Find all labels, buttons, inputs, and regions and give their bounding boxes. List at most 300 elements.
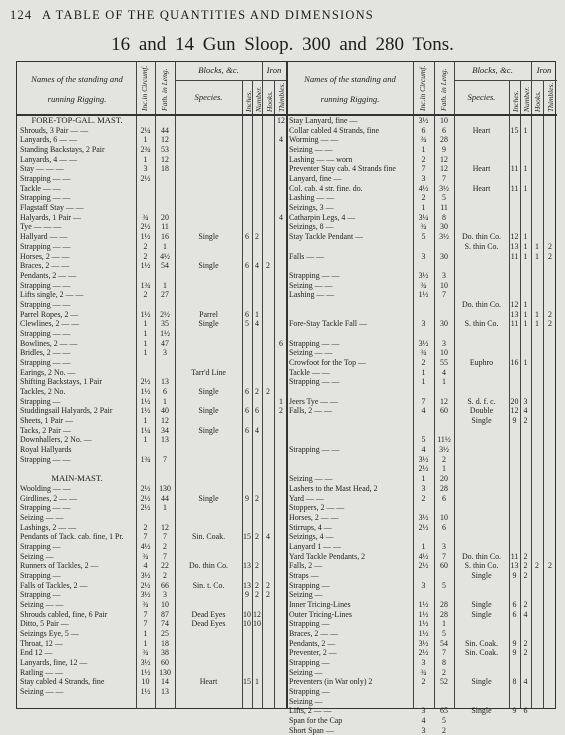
fath-cell: 60 bbox=[440, 561, 448, 571]
inch-cell: 6 bbox=[512, 600, 517, 609]
num-cell: 4 bbox=[255, 425, 259, 435]
num-cell: 1 bbox=[523, 241, 528, 251]
inc-cell: 1 bbox=[421, 377, 426, 387]
fath-cell: 5 bbox=[442, 193, 446, 203]
inch-cell: 11 bbox=[510, 164, 519, 174]
num-cell: 1 bbox=[523, 251, 528, 261]
name-cell: Ditto, 5 Pair — bbox=[20, 619, 69, 629]
name-cell: Braces, 2 — — bbox=[20, 261, 70, 271]
name-cell: Lashings, 2 — — bbox=[20, 522, 77, 532]
inch-cell: 9 bbox=[245, 590, 249, 600]
inch-cell: 6 bbox=[245, 406, 249, 416]
inc-cell: 4½ bbox=[418, 183, 429, 193]
num-cell: 12 bbox=[253, 609, 261, 619]
inch-cell: 9 bbox=[512, 570, 517, 580]
fath-cell: 74 bbox=[161, 619, 169, 629]
inc-cell: 2½ bbox=[418, 648, 429, 658]
fath-cell: 54 bbox=[161, 261, 169, 271]
name-cell: Seizing — — bbox=[289, 280, 333, 290]
inch-cell: 13 bbox=[510, 241, 519, 251]
name-cell: Shifting Backstays, 1 Pair bbox=[20, 377, 102, 387]
fath-cell: 18 bbox=[161, 164, 169, 174]
name-cell: Strapping — — bbox=[20, 358, 71, 367]
fath-cell: 7 bbox=[442, 290, 446, 300]
fath-cell: 28 bbox=[440, 483, 448, 493]
inc-cell: 1 bbox=[143, 638, 148, 648]
name-cell: Tackle — — bbox=[289, 367, 330, 377]
inc-cell: 2 bbox=[143, 251, 148, 261]
name-cell: Sheets, 1 Pair — bbox=[20, 416, 74, 426]
thimble-cell: 6 bbox=[279, 338, 283, 348]
name-cell: Bowlines, 2 — — bbox=[20, 338, 78, 348]
name-cell: Strapping — bbox=[289, 658, 330, 668]
name-cell: Lanyard 1 — — bbox=[289, 541, 341, 551]
name-cell: Seizing — — bbox=[289, 348, 333, 358]
num-cell: 2 bbox=[255, 532, 259, 542]
inc-cell: 7 bbox=[421, 396, 426, 406]
num-cell: 1 bbox=[523, 319, 528, 329]
inch-cell: 6 bbox=[245, 309, 249, 319]
fath-cell: 28 bbox=[440, 135, 448, 145]
fath-cell: 66 bbox=[161, 580, 169, 590]
species-cell: Do. thin Co. bbox=[461, 232, 502, 242]
name-cell: Halyards, 1 Pair — bbox=[20, 212, 81, 222]
names-header-right bbox=[289, 74, 411, 105]
inc-cell: 2 bbox=[143, 290, 148, 300]
fath-cell: 44 bbox=[161, 125, 169, 135]
fath-cell: 34 bbox=[161, 425, 169, 435]
inc-cell: 3¼ bbox=[418, 212, 429, 222]
species-cell: Single bbox=[471, 677, 492, 687]
name-cell: Tackles, 2 No. bbox=[20, 387, 66, 397]
thimble-cell: 4 bbox=[279, 135, 283, 145]
inc-cell: 1 bbox=[143, 328, 148, 338]
fath-cell: 5 bbox=[442, 580, 446, 590]
species-cell: Single bbox=[471, 416, 492, 426]
name-cell: Falls, 2 — bbox=[289, 561, 323, 571]
fath-cell: 3½ bbox=[439, 445, 449, 455]
name-cell: Stay Lanyard, fine — bbox=[289, 116, 358, 125]
iron-header-right: Iron bbox=[536, 65, 552, 75]
hook-cell: 2 bbox=[266, 261, 270, 271]
name-cell: Tye — — — bbox=[20, 222, 62, 232]
fath-cell: 12 bbox=[440, 164, 448, 174]
name-cell: Ratling — — bbox=[20, 667, 63, 677]
species-cell: Dead Eyes bbox=[191, 609, 226, 619]
num-cell: 2 bbox=[255, 387, 259, 397]
inc-cell: 1 bbox=[143, 416, 148, 426]
name-cell: Shrouds, 3 Pair — — bbox=[20, 125, 89, 135]
name-cell: Stay Tackle Pendant — bbox=[289, 232, 364, 242]
fath-cell: 10 bbox=[440, 116, 448, 125]
inc-circumf-header-left: Inc.in Circumf. bbox=[140, 65, 149, 111]
fath-cell: 2½ bbox=[160, 309, 170, 319]
inch-cell: 20 bbox=[510, 396, 519, 406]
inc-cell: 2¾ bbox=[140, 145, 151, 155]
fath-cell: 3 bbox=[163, 348, 167, 358]
name-cell: Strapping — bbox=[289, 580, 330, 590]
inc-cell: 3½ bbox=[418, 638, 429, 648]
fath-cell: 53 bbox=[161, 145, 169, 155]
num-cell: 4 bbox=[255, 261, 259, 271]
num-cell: 6 bbox=[523, 706, 528, 716]
inc-cell: 1 bbox=[143, 629, 148, 639]
species-cell: Sin. Coak. bbox=[464, 648, 499, 658]
name-cell: Flagstaff Stay — — bbox=[20, 203, 84, 213]
species-cell: Do. thin Co. bbox=[461, 299, 502, 309]
fath-cell: 40 bbox=[161, 406, 169, 416]
inc-cell: 1 bbox=[143, 435, 148, 445]
fath-cell: 6 bbox=[442, 522, 446, 532]
fath-cell: 7 bbox=[442, 174, 446, 184]
name-cell: Horses, 2 — — bbox=[20, 251, 70, 261]
name-cell: Falls of Tackles, 2 — bbox=[20, 580, 88, 590]
fath-cell: 60 bbox=[440, 406, 448, 416]
fath-cell: 4 bbox=[442, 367, 446, 377]
inc-cell: ¾ bbox=[420, 222, 427, 232]
inc-cell: 3½ bbox=[140, 570, 151, 580]
name-cell: Catharpin Legs, 4 — bbox=[289, 212, 356, 222]
name-cell: Seizing — bbox=[289, 696, 323, 706]
inc-cell: 3 bbox=[421, 725, 426, 735]
inc-cell: ¾ bbox=[420, 280, 427, 290]
species-cell: Single bbox=[198, 261, 219, 271]
name-cell: Col. cab. 4 str. fine. do. bbox=[289, 183, 363, 193]
inch-cell: 6 bbox=[245, 232, 249, 242]
fath-cell: 87 bbox=[161, 609, 169, 619]
inc-cell: 1 bbox=[143, 348, 148, 358]
name-cell: Preventers (in War only) 2 bbox=[289, 677, 373, 687]
inch-cell: 11 bbox=[510, 319, 519, 329]
inc-circumf-header-right: Inc.in Circumf. bbox=[418, 65, 427, 111]
inc-cell: ¾ bbox=[420, 135, 427, 145]
name-cell: Fore-Stay Tackle Fall — bbox=[289, 319, 367, 329]
name-cell: Crowfoot for the Top — bbox=[289, 358, 366, 367]
fath-cell: 38 bbox=[161, 648, 169, 658]
name-cell: Collar cabled 4 Strands, fine bbox=[289, 125, 380, 135]
species-header-right: Species. bbox=[467, 92, 496, 102]
name-cell: Seizing — — bbox=[289, 145, 333, 155]
inc-cell: 4½ bbox=[418, 551, 429, 561]
fath-cell: 14 bbox=[161, 677, 169, 687]
inc-cell: 2½ bbox=[140, 493, 151, 503]
name-cell: Seizing — bbox=[289, 667, 323, 677]
fath-cell: 1 bbox=[163, 241, 167, 251]
inc-cell: 1¾ bbox=[140, 454, 151, 464]
fath-cell: 3 bbox=[442, 270, 446, 280]
name-cell: Strapping — bbox=[20, 541, 61, 551]
fath-cell: 2 bbox=[442, 454, 446, 464]
inc-cell: ¾ bbox=[420, 667, 427, 677]
name-cell: Strapping — — bbox=[20, 280, 71, 290]
inch-cell: 9 bbox=[245, 493, 249, 503]
inc-cell: 2½ bbox=[418, 464, 429, 474]
fath-cell: 4½ bbox=[160, 251, 170, 261]
name-cell: Seizing — — bbox=[20, 687, 64, 697]
name-cell: Horses, 2 — — bbox=[289, 512, 339, 522]
species-cell: Single bbox=[471, 706, 492, 716]
inc-cell: 2½ bbox=[140, 483, 151, 493]
species-cell: Parrel bbox=[199, 309, 218, 319]
inc-cell: 3 bbox=[421, 580, 426, 590]
species-cell: S. thin Co. bbox=[464, 241, 499, 251]
name-cell: Royal Hallyards bbox=[20, 445, 72, 455]
species-cell: S. d. f. c. bbox=[467, 396, 496, 406]
species-cell: Heart bbox=[472, 164, 491, 174]
inc-cell: ¾ bbox=[142, 212, 149, 222]
name-cell: Throat, 12 — bbox=[20, 638, 63, 648]
species-cell: Single bbox=[471, 600, 492, 609]
inc-cell: 5 bbox=[421, 232, 426, 242]
inches-header-left: Inches. bbox=[244, 90, 253, 112]
name-cell: Strapping — — bbox=[20, 241, 71, 251]
num-cell: 2 bbox=[523, 416, 528, 426]
name-cell: Hallyard — — bbox=[20, 232, 68, 242]
thimble2-cell: 2 bbox=[548, 241, 552, 251]
hooks-header-right: Hooks. bbox=[533, 90, 542, 112]
inc-cell: ¾ bbox=[142, 600, 149, 609]
name-cell: Stay cabled 4 Strands, fine bbox=[20, 677, 105, 687]
inc-cell: 1 bbox=[143, 319, 148, 329]
num-cell: 2 bbox=[523, 561, 528, 571]
name-cell: Yard Tackle Pendants, 2 bbox=[289, 551, 366, 561]
species-cell: Double bbox=[469, 406, 494, 416]
name-cell: Strapping — — bbox=[20, 174, 71, 184]
names-header-line1: Names of the standing and bbox=[304, 74, 396, 84]
name-cell: Girdlines, 2 — — bbox=[20, 493, 77, 503]
name-cell: Preventer Stay cab. 4 Strands fine bbox=[289, 164, 396, 174]
inc-cell: 3 bbox=[143, 164, 148, 174]
name-cell: Strapping — — bbox=[289, 445, 340, 455]
name-cell: Tacks, 2 Pair — bbox=[20, 425, 71, 435]
name-cell: Stay — — — bbox=[20, 164, 64, 174]
name-cell: Lashers to the Mast Head, 2 bbox=[289, 483, 378, 493]
thimble2-cell: 2 bbox=[548, 561, 552, 571]
inch-cell: 13 bbox=[243, 580, 251, 590]
fath-cell: 12 bbox=[161, 135, 169, 145]
fath-cell: 8 bbox=[442, 658, 446, 668]
num-cell: 2 bbox=[523, 570, 528, 580]
inc-cell: 3½ bbox=[140, 658, 151, 668]
name-cell: Strapping — — bbox=[20, 328, 71, 338]
fath-cell: 2 bbox=[163, 541, 167, 551]
inc-cell: 1¾ bbox=[140, 280, 151, 290]
inc-cell: 2½ bbox=[140, 377, 151, 387]
fath-cell: 9 bbox=[442, 145, 446, 155]
name-cell: Seizings, 3 — bbox=[289, 203, 334, 213]
species-cell: Single bbox=[471, 570, 492, 580]
fath-cell: 11 bbox=[161, 222, 169, 232]
name-cell: Jeers Tye — — bbox=[289, 396, 339, 406]
inch-cell: 13 bbox=[510, 561, 519, 571]
inc-cell: 4 bbox=[421, 716, 426, 726]
inc-cell: 2 bbox=[421, 677, 426, 687]
inc-cell: 3½ bbox=[140, 590, 151, 600]
inc-cell: 1½ bbox=[140, 667, 151, 677]
inc-cell: 1 bbox=[143, 338, 148, 348]
num-cell: 2 bbox=[523, 600, 528, 609]
inch-cell: 16 bbox=[510, 358, 519, 367]
fath-cell: 20 bbox=[440, 474, 448, 484]
name-cell: Lifts, 2 — — bbox=[289, 706, 332, 716]
name-cell: MAIN-MAST. bbox=[51, 473, 103, 484]
fath-cell: 1 bbox=[163, 503, 167, 513]
name-cell: Studdingsail Halyards, 2 Pair bbox=[20, 406, 113, 416]
fath-cell: 60 bbox=[161, 658, 169, 668]
fath-cell: 1½ bbox=[160, 328, 170, 338]
hook-cell: 1 bbox=[535, 309, 539, 319]
name-cell: Strapping — — bbox=[20, 503, 71, 513]
fath-cell: 3 bbox=[442, 338, 446, 348]
num-cell: 2 bbox=[523, 648, 528, 658]
inch-cell: 9 bbox=[512, 638, 517, 648]
names-header-line2: running Rigging. bbox=[320, 94, 380, 104]
inc-cell: 2½ bbox=[140, 174, 151, 184]
fath-cell: 1 bbox=[163, 396, 167, 406]
inc-cell: 1 bbox=[421, 145, 426, 155]
num-cell: 2 bbox=[255, 580, 259, 590]
inch-cell: 15 bbox=[243, 532, 251, 542]
inc-cell: 3 bbox=[421, 251, 426, 261]
fath-cell: 35 bbox=[161, 319, 169, 329]
thimble2-cell: 2 bbox=[548, 319, 552, 329]
names-header-line2: running Rigging. bbox=[47, 94, 107, 104]
inch-cell: 11 bbox=[510, 251, 519, 261]
num-cell: 2 bbox=[255, 561, 259, 571]
fath-cell: 7 bbox=[163, 532, 167, 542]
name-cell: Lashing — — bbox=[289, 290, 335, 300]
num-cell: 4 bbox=[255, 319, 259, 329]
inc-cell: 2¼ bbox=[140, 125, 151, 135]
inc-cell: 1½ bbox=[418, 290, 429, 300]
name-cell: Span for the Cap bbox=[289, 716, 343, 726]
species-cell: Heart bbox=[472, 125, 491, 135]
num-cell: 1 bbox=[523, 125, 528, 135]
species-cell: S. thin Co. bbox=[464, 319, 499, 329]
inch-cell: 13 bbox=[510, 309, 519, 319]
name-cell: Seizings Eye, 5 — bbox=[20, 629, 79, 639]
inc-cell: 4½ bbox=[140, 541, 151, 551]
name-cell: Strapping — — bbox=[289, 270, 340, 280]
inc-cell: 1½ bbox=[140, 261, 151, 271]
fath-cell: 6 bbox=[442, 493, 446, 503]
fath-cell: 2 bbox=[163, 570, 167, 580]
name-cell: Falls, 2 — — bbox=[289, 406, 332, 416]
fath-cell: 12 bbox=[440, 396, 448, 406]
inc-cell: 7 bbox=[143, 609, 148, 619]
inc-cell: 1 bbox=[143, 135, 148, 145]
name-cell: Lanyard, fine — bbox=[289, 174, 342, 184]
fath-length-header-right: Fath. in Leng. bbox=[439, 68, 448, 111]
name-cell: Falls — — bbox=[289, 251, 325, 261]
name-cell: Strapping — bbox=[289, 687, 330, 697]
inc-cell: 7 bbox=[143, 619, 148, 629]
fath-cell: 1 bbox=[442, 619, 446, 629]
fath-cell: 5 bbox=[442, 629, 446, 639]
species-cell: Heart bbox=[472, 183, 491, 193]
inc-cell: 1½ bbox=[140, 396, 151, 406]
inch-cell: 12 bbox=[510, 299, 519, 309]
inch-cell: 15 bbox=[243, 677, 251, 687]
page-number: 124 bbox=[10, 8, 33, 22]
inc-cell: 3 bbox=[421, 319, 426, 329]
inch-cell: 10 bbox=[243, 619, 251, 629]
fath-cell: 2 bbox=[442, 667, 446, 677]
num-cell: 1 bbox=[523, 309, 528, 319]
fath-cell: 65 bbox=[440, 706, 448, 716]
name-cell: Clewlines, 2 — — bbox=[20, 319, 80, 329]
fath-cell: 3½ bbox=[439, 232, 449, 242]
fath-cell: 18 bbox=[161, 638, 169, 648]
inch-cell: 11 bbox=[510, 551, 519, 561]
hook-cell: 2 bbox=[266, 590, 270, 600]
fath-cell: 1 bbox=[442, 377, 446, 387]
inc-cell: 2½ bbox=[140, 222, 151, 232]
thimble-cell: 2 bbox=[279, 406, 283, 416]
fath-cell: 3 bbox=[442, 541, 446, 551]
inc-cell: 1 bbox=[421, 541, 426, 551]
fath-cell: 1 bbox=[163, 280, 167, 290]
inc-cell: 1¼ bbox=[140, 425, 151, 435]
inc-cell: 2 bbox=[143, 241, 148, 251]
inc-cell: 2 bbox=[421, 154, 426, 164]
fath-cell: 7 bbox=[163, 551, 167, 561]
fath-cell: 54 bbox=[440, 638, 448, 648]
thimble-cell: 4 bbox=[279, 212, 283, 222]
fath-length-header-left: Fath. in Leng. bbox=[160, 68, 169, 111]
inc-cell: 1½ bbox=[418, 600, 429, 609]
num-cell: 4 bbox=[523, 406, 528, 416]
species-cell: Euphro bbox=[469, 358, 494, 367]
fath-cell: 30 bbox=[440, 222, 448, 232]
num-cell: 1 bbox=[523, 358, 528, 367]
fath-cell: 3½ bbox=[439, 183, 449, 193]
inc-cell: 1½ bbox=[140, 387, 151, 397]
name-cell: Outer Tricing-Lines bbox=[289, 609, 352, 619]
fath-cell: 30 bbox=[440, 319, 448, 329]
species-cell: Tarr'd Line bbox=[191, 367, 226, 377]
name-cell: Earings, 2 No. — bbox=[20, 367, 76, 377]
fath-cell: 130 bbox=[159, 483, 171, 493]
fath-cell: 12 bbox=[161, 416, 169, 426]
inc-cell: 3½ bbox=[418, 512, 429, 522]
hook-cell: 4 bbox=[266, 532, 270, 542]
species-cell: Do. thin Co. bbox=[461, 551, 502, 561]
fath-cell: 47 bbox=[161, 338, 169, 348]
name-cell: Stirrups, 4 — bbox=[289, 522, 332, 532]
fath-cell: 13 bbox=[161, 377, 169, 387]
num-cell: 1 bbox=[523, 164, 528, 174]
name-cell: Strapping — — bbox=[289, 338, 340, 348]
name-cell: Seizing — bbox=[20, 551, 54, 561]
name-cell: Lashing — — worn bbox=[289, 154, 353, 164]
name-cell: Inner Tricing-Lines bbox=[289, 600, 351, 609]
blocks-header-left: Blocks, &c. bbox=[198, 65, 239, 75]
page-subtitle: 16 and 14 Gun Sloop. 300 and 280 Tons. bbox=[111, 34, 454, 55]
inch-cell: 6 bbox=[245, 261, 249, 271]
inc-cell: 4 bbox=[421, 406, 426, 416]
num-cell: 6 bbox=[255, 406, 259, 416]
inch-cell: 6 bbox=[512, 609, 517, 619]
fath-cell: 8 bbox=[442, 212, 446, 222]
inc-cell: 1½ bbox=[140, 406, 151, 416]
name-cell: Downhallers, 2 No. — bbox=[20, 435, 92, 445]
inc-cell: 3½ bbox=[418, 454, 429, 464]
inc-cell: ¾ bbox=[142, 551, 149, 561]
species-cell: Single bbox=[198, 425, 219, 435]
fath-cell: 130 bbox=[159, 667, 171, 677]
inc-cell: 1½ bbox=[418, 619, 429, 629]
